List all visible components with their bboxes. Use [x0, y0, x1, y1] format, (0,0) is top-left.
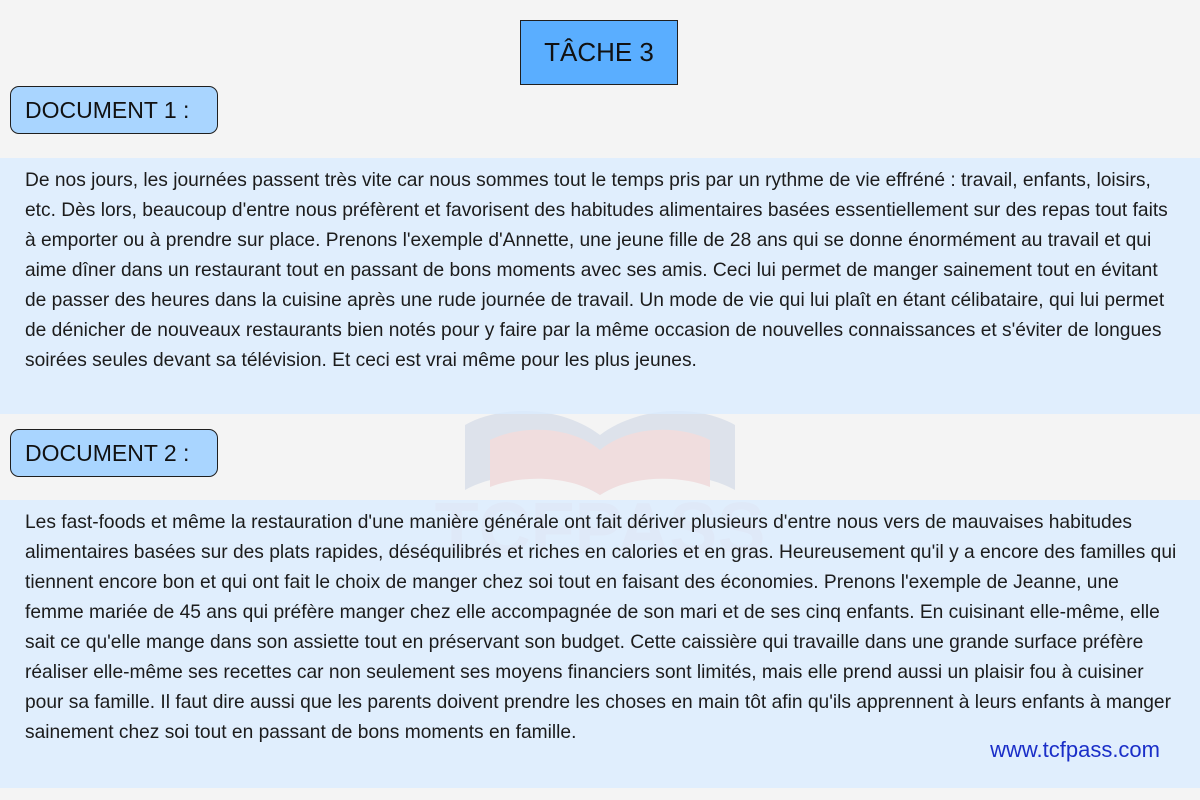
document-1-label: DOCUMENT 1 : — [10, 86, 218, 134]
document-1-panel — [0, 158, 1200, 414]
document-1-text: De nos jours, les journées passent très vite car nous sommes tout le temps pris par un rythme de vie effréné : travail, enfants, loisirs, etc. Dès lors, beaucoup d'entre nous préfèrent et favorisent des habitudes alimentaires basées essentiellement sur des repas tout faits à emporter ou à prendre sur place. Prenons l'exemple d'Annette, une jeune fille de 28 ans qui se donne énormément au travail et qui aime dîner dans un restaurant tout en passant de bons moments avec ses amis. Ceci lui permet de manger sainement tout en évitant de passer des heures dans la cuisine après une rude journée de travail. Un mode de vie qui lui plaît en étant célibataire, qui lui permet de dénicher de nouveaux restaurants bien notés pour y faire par la même occasion de nouvelles connaissances et s'éviter de longues soirées seules devant sa télévision. Et ceci est vrai même pour les plus jeunes. — [25, 170, 1168, 371]
site-url[interactable]: www.tcfpass.com — [990, 737, 1160, 762]
book-icon — [465, 411, 735, 495]
document-2-text: Les fast-foods et même la restauration d'une manière générale ont fait dériver plusieurs d'entre nous vers de mauvaises habitudes alimentaires basées sur des plats rapides, déséquilibrés et riches en calories et en gras. Heureusement qu'il y a encore des familles qui tiennent encore bon et qui ont fait le choix de manger chez soi tout en faisant des économies. Prenons l'exemple de Jeanne, une femme mariée de 45 ans qui préfère manger chez elle accompagnée de son mari et de ses cinq enfants. En cuisinant elle-même, elle sait ce qu'elle mange dans son assiette tout en préservant son budget. Cette caissière qui travaille dans une grande surface préfère réaliser elle-même ses recettes car non seulement ses moyens financiers sont limités, mais elle prend aussi un plaisir fou à cuisiner pour sa famille. Il faut dire aussi que les parents doivent prendre les choses en main tôt afin qu'ils apprennent à leurs enfants à manger sainement chez soi tout en passant de bons moments en famille. — [25, 512, 1177, 743]
document-2-label: DOCUMENT 2 : — [10, 429, 218, 477]
task-title: TÂCHE 3 — [520, 20, 678, 85]
